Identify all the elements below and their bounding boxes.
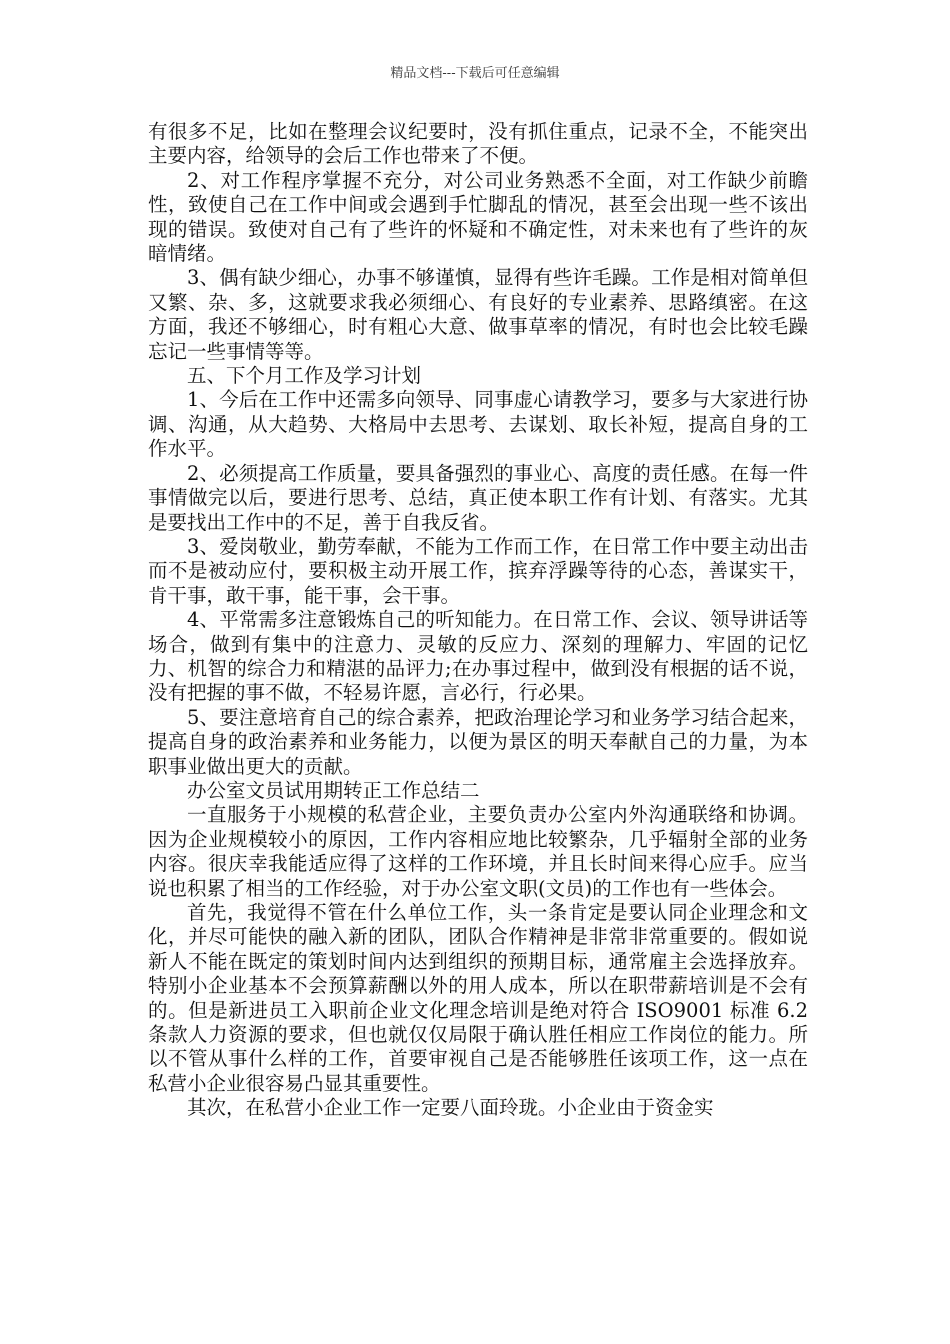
page-header: 精品文档---下载后可任意编辑 [390, 66, 560, 81]
plan-item-5: 5、要注意培育自己的综合素养，把政治理论学习和业务学习结合起来，提高自身的政治素养和业务能力，以便为景区的明天奉献自己的力量，为本职事业做出更大的贡献。 [148, 705, 808, 778]
paragraph-item-2: 2、对工作程序掌握不充分，对公司业务熟悉不全面，对工作缺少前瞻性，致使自己在工作中间或会遇到手忙脚乱的情况，甚至会出现一些不该出现的错误。致使对自己有了些许的怀疑和不确定性，对未来也有了些许的灰暗情绪。 [148, 168, 808, 266]
plan-item-3: 3、爱岗敬业，勤劳奉献，不能为工作而工作，在日常工作中要主动出击而不是被动应付，要积极主动开展工作，摈弃浮躁等待的心态，善谋实干，肯干事，敢干事，能干事，会干事。 [148, 534, 808, 607]
second-point-paragraph: 其次，在私营小企业工作一定要八面玲珑。小企业由于资金实 [187, 1096, 714, 1120]
document-body [148, 120, 808, 1121]
article-title-2: 办公室文员试用期转正工作总结二 [187, 778, 480, 802]
section-heading-5: 五、下个月工作及学习计划 [187, 364, 422, 388]
plan-item-2: 2、必须提高工作质量，要具备强烈的事业心、高度的责任感。在每一件事情做完以后，要进行思考、总结，真正使本职工作有计划、有落实。尤其是要找出工作中的不足，善于自我反省。 [148, 461, 808, 534]
paragraph-item-3: 3、偶有缺少细心，办事不够谨慎，显得有些许毛躁。工作是相对简单但又繁、杂、多，这就要求我必须细心、有良好的专业素养、思路缜密。在这方面，我还不够细心，时有粗心大意、做事草率的情况，有时也会比较毛躁忘记一些事情等等。 [148, 266, 808, 363]
intro-paragraph: 一直服务于小规模的私营企业，主要负责办公室内外沟通联络和协调。因为企业规模较小的原因，工作内容相应地比较繁杂，几乎辐射全部的业务内容。很庆幸我能适应得了这样的工作环境，并且长时间来得心应手。应当说也积累了相当的工作经验，对于办公室文职(文员)的工作也有一些体会。 [148, 803, 808, 900]
first-point-paragraph: 首先，我觉得不管在什么单位工作，头一条肯定是要认同企业理念和文化，并尽可能快的融入新的团队，团队合作精神是非常非常重要的。假如说新人不能在既定的策划时间内达到组织的预期目标，通常雇主会选择放弃。特别小企业基本不会预算薪酬以外的用人成本，所以在职带薪培训是不会有的。但是新进员工入职前企业文化理念培训是绝对符合 ISO9001 标准 6.2 条款人力资源的要求，但也就仅仅局限于确认胜任相应工作岗位的能力。所以不管从事什么样的工作，首要审视自己是否能够胜任该项工作，这一点在私营小企业很容易凸显其重要性。 [148, 901, 808, 1095]
plan-item-1: 1、今后在工作中还需多向领导、同事虚心请教学习，要多与大家进行协调、沟通，从大趋势、大格局中去思考、去谋划、取长补短，提高自身的工作水平。 [148, 388, 808, 461]
paragraph-continuation: 有很多不足，比如在整理会议纪要时，没有抓住重点，记录不全，不能突出主要内容，给领导的会后工作也带来了不便。 [148, 120, 808, 168]
plan-item-4: 4、平常需多注意锻炼自己的听知能力。在日常工作、会议、领导讲话等场合，做到有集中的注意力、灵敏的反应力、深刻的理解力、牢固的记忆力、机智的综合力和精湛的品评力;在办事过程中，做到没有根据的话不说，没有把握的事不做，不轻易许愿，言必行，行必果。 [148, 608, 808, 705]
